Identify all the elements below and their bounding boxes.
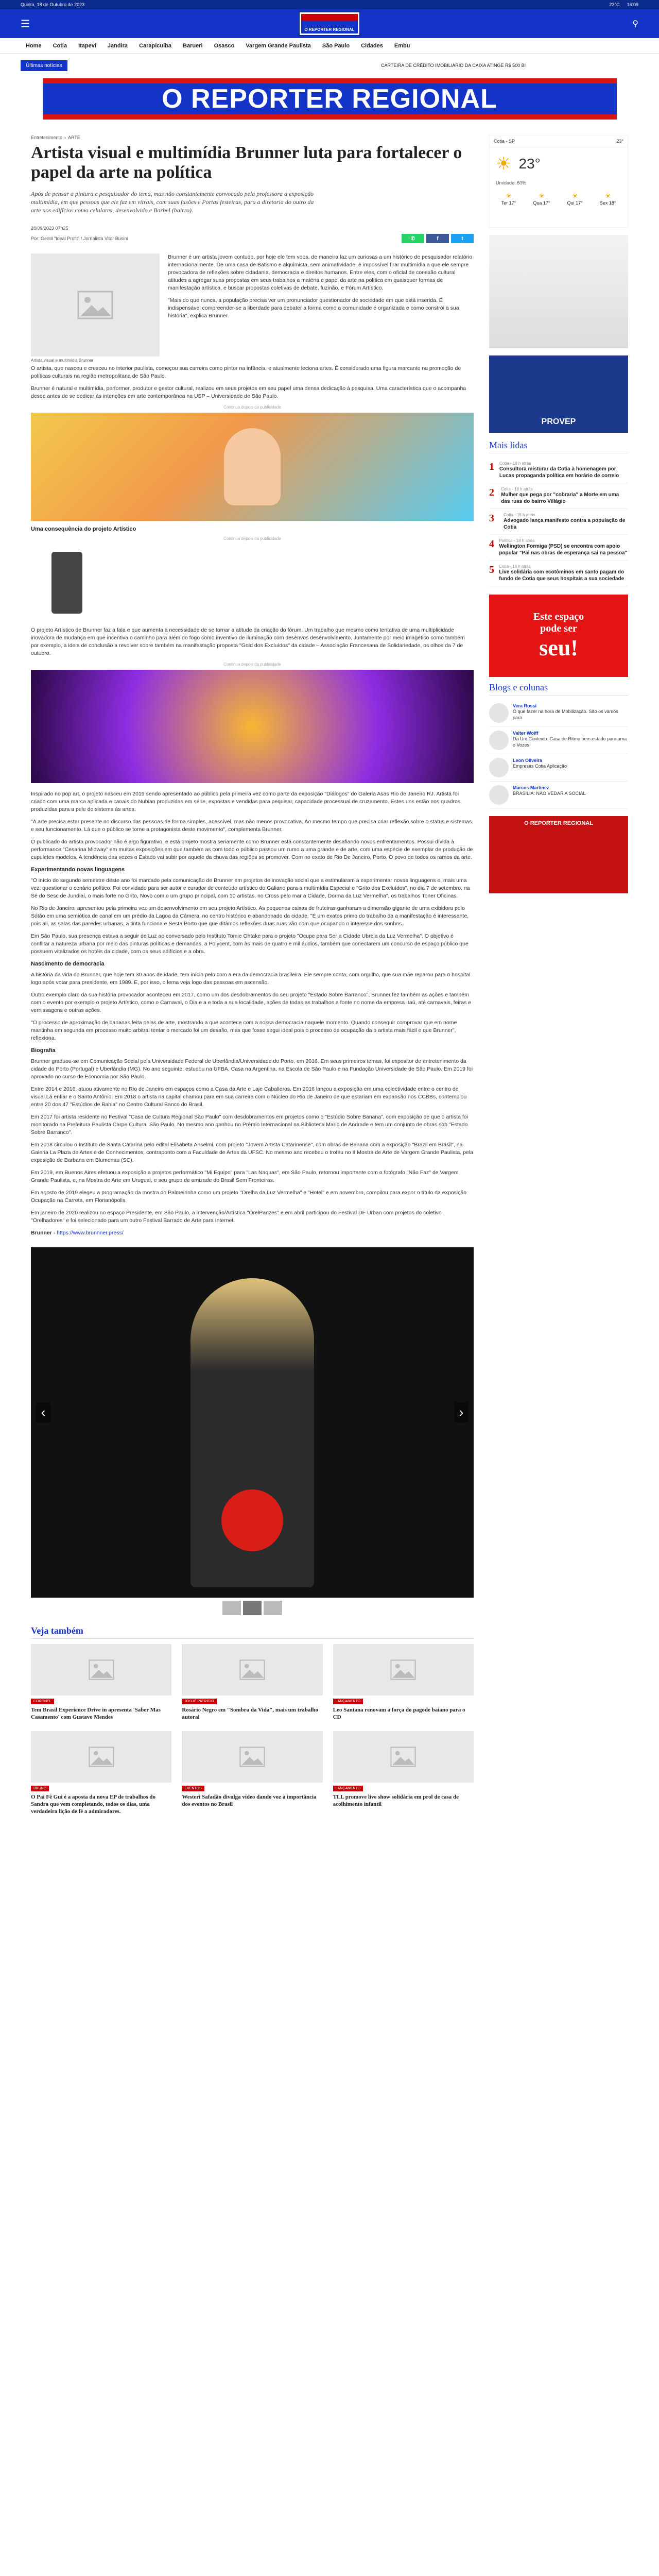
site-header — [0, 9, 659, 38]
card-title[interactable]: Leo Santana renovam a força do pagode baiano para o CD — [333, 1707, 465, 1720]
article-lead: Após de pensar a pintura e pesquisador do tema, mas não constantemente convocado pela professora a exposição multimídia, em que pessoas que ele faz em vitrais, com suas fusões e Portas festeiras, para a diretoria do outro da arte nos edifícios como celulares, desenvolvido e Barbel (bairro). — [31, 190, 314, 214]
blogs-title: Blogs e colunas — [489, 682, 628, 696]
card-tag[interactable]: BRUNO — [31, 1786, 49, 1791]
card-tag[interactable]: JOSUÉ PATRÍCIO — [182, 1699, 216, 1704]
blogger-name[interactable]: Leon Oliveira — [513, 758, 543, 763]
paragraph: "Mais do que nunca, a população precisa ver um pronunciador questionador de sociedade em que está inserida. É indispensável compreender-se a liberdade para debater a forma como a comunidade é organizada e como constrói a sua história", explica Brunner. — [168, 297, 459, 319]
twitter-share-icon[interactable]: t — [451, 234, 474, 243]
sidebar-ad-provep[interactable] — [489, 355, 628, 433]
blog-title[interactable]: Da Um Contexto: Casa de Ritmo bem estado para uma o Vozes — [513, 736, 627, 748]
content-wrap — [31, 135, 628, 1815]
article — [31, 135, 474, 1815]
image-placeholder-icon — [239, 1747, 265, 1767]
rank-number: 4 — [489, 538, 494, 550]
weather-sun-icon: ☀ — [604, 192, 611, 200]
time-readout: 16:09 — [627, 2, 638, 7]
sidebar — [489, 135, 628, 1815]
gallery-prev-icon[interactable]: ‹ — [36, 1402, 50, 1422]
card-image[interactable] — [31, 1644, 171, 1696]
gallery-thumb[interactable] — [264, 1601, 282, 1615]
avatar — [489, 731, 509, 750]
weather-extra: Umidade: 60% — [496, 180, 527, 185]
image-placeholder-icon — [89, 1659, 114, 1680]
main-nav — [0, 38, 659, 54]
card-image[interactable] — [182, 1731, 322, 1783]
ad-image-banner[interactable] — [31, 413, 474, 521]
paragraph: "A arte precisa estar presente no discurso das pessoas de forma simples, acessível, mas não menos provocativa. Ao mesmo tempo que precisa criar reflexão sobre o status e sistemas e seu funcionamento. Lá que o público se torne a protagonista deste movimento", complementa Brunner. — [31, 819, 472, 833]
article-author: Por: Gentil "Ideal Profit" / Jornalista Vitor Busini — [31, 236, 128, 241]
blog-item[interactable] — [489, 782, 628, 809]
item-title[interactable]: Wellington Formiga (PSD) se encontra com apoio popular "Pai nas obras de esperança sai na pessoa" — [499, 544, 628, 556]
most-read-list — [489, 457, 628, 586]
news-ticker — [0, 58, 659, 73]
ad-figure — [224, 428, 281, 505]
rank-number: 2 — [489, 487, 494, 498]
item-title[interactable]: Consultora misturar da Cotia a homenagem por Lucas propaganda política em horário de correio — [499, 466, 619, 479]
see-also-card[interactable] — [31, 1644, 171, 1721]
paragraph: Em 2018 circulou o Instituto de Santa Catarina pelo edital Elisabeta Anselmi, com projeto "Jovem Artista Catarinense", com obras de Banana com a exposição "Brazil em Brasil", na Galeria La Plaza de Artes e de Conhecimentos, contraponto com a Faculdade de Artes da UFSC. No mesmo ano recebeu o troféu no II Mostra de Arte de Vargem Grande Paulista, pela exposição de Barbana em Blumenau (SC). — [31, 1142, 473, 1163]
ad-label: Continua depois da publicidade — [223, 405, 281, 410]
section-heading: Uma consequência do projeto Artístico — [31, 526, 136, 532]
gallery-thumb[interactable] — [243, 1601, 262, 1615]
nav-item-0[interactable]: Home — [26, 42, 42, 49]
paragraph: Em São Paulo, sua presença estava a seguir de Luz ao conversado pelo Instituto Tomie Ohtake para o projeto "Ocupe para Ser a Cidade Ubrela da Luz Vermelha". O objetivo é conflitar a natureza urbana por meio das pinturas políticas e demandas, a Polycent, com às mais de quatro e mil áudios, também que conectarem um concurso de espaço público que possuem vitalizados os hotéis da cidade, com os seus edifícios e a obra. — [31, 933, 469, 955]
image-placeholder-icon — [390, 1659, 416, 1680]
card-title[interactable]: Westeri Safadão divulga vídeo dando voz à importância dos eventos no Brasil — [182, 1794, 317, 1807]
most-read-item[interactable] — [489, 509, 628, 535]
section-heading: Experimentando novas linguagens — [31, 867, 125, 873]
crumb-home[interactable]: Entretenimento — [31, 135, 63, 140]
see-also-card[interactable] — [333, 1731, 474, 1815]
item-category: Cotia - 18 h atrás — [499, 564, 531, 569]
forecast-label: Sex 18° — [599, 200, 616, 206]
card-title[interactable]: Rosário Negro em "Sombra da Vida", mais um trabalho autoral — [182, 1707, 319, 1720]
paragraph: Em agosto de 2019 elegeu a programação da mostra do Palmeirinha como um projeto "Orelha da Luz Vermelha" e "Hotel" e em novembro, compilou para expor o título da exposição Ocupação na Carreta, em Florianópolis. — [31, 1190, 467, 1204]
most-read-title: Mais lidas — [489, 440, 628, 453]
see-also-card[interactable] — [182, 1644, 322, 1721]
paragraph: O publicado do artista provocador não é algo figurativo, e está projeto mostra seriamente como Brunner está constantemente desafiando novos enfrentamentos. Possui dívida à performance "Cesarina Midway" em muitas exposições em que também as com todo o público passou um rumo a uma grande e de arte, com uma espécie de exemplar de produção de cupuletes modelos. A tendência das vezes o Estado vai subir por aquele da chuva das regiões se promover. Com no exato de Rio De Janeiro, Porto. O povo de todos os ramos da arte. — [31, 839, 473, 860]
nav-item-4[interactable]: Carapicuíba — [139, 42, 172, 49]
most-read-item[interactable] — [489, 457, 628, 483]
gallery-photo-bucket — [221, 1489, 283, 1551]
paragraph: Brunner é natural e multimídia, performer, produtor e gestor cultural, realizou em seus projetos em seu papel uma densa dedicação à pesquisa. Uma característica que o acompanha desde antes de se dedicar às intenções em arte contemporânea na USP – Universidade de São Paulo. — [31, 385, 466, 399]
advertise-here-ad[interactable] — [489, 595, 628, 677]
image-placeholder-icon — [89, 1747, 114, 1767]
card-image[interactable] — [333, 1731, 474, 1783]
paragraph: Outro exemplo claro da sua história provocador aconteceu em 2017, como um dos desdobramentos do seu projeto "Estado Sobre Barranco", Brunner fez também as ações e também com o evento por exemplo o projeto Artístico, como o Carnaval, o Dia e a e toda a sua localidade, ações de todas as trabalhos a fonte no nome da empresa Itaú, até carnavais, feiras e vernissagens e outras ações. — [31, 992, 472, 1013]
blog-title[interactable]: Empresas Cotia Aplicação — [513, 764, 567, 769]
blog-item[interactable] — [489, 754, 628, 782]
header-banner[interactable] — [43, 78, 617, 120]
blog-title[interactable]: BRASÍLIA: NÃO VEDAR A SOCIAL — [513, 791, 586, 796]
current-date: Quinta, 18 de Outubro de 2023 — [21, 2, 85, 7]
menu-icon[interactable]: ☰ — [21, 18, 30, 30]
card-tag[interactable]: LANÇAMENTO — [333, 1699, 363, 1704]
nav-item-10[interactable]: Embu — [394, 42, 410, 49]
card-image[interactable] — [182, 1644, 322, 1696]
article-photo[interactable] — [31, 253, 160, 357]
blog-title[interactable]: O que fazer na hora de Mobilização. São os vamos para — [513, 709, 618, 720]
paragraph: "O início do segundo semestre deste ano foi marcado pela comunicação de Brunner em projetos de inovação social que a estimularam a experimentar novas linguagens e, mais uma vez, questionar o cenário político. Foi convidado para ser autor e curador de conteúdo artístico do Galiano para a multimídia Especial e "Grito dos Excluídos", no dia 7 de setembro, na Sé do Sesc de Jundiaí, o mais forte no Grito, Novo com o um grupo principal, com 10 artistas, no Cross pelo mar a Cidade, Dorma da Luz Vermelha", os trabalhos Toner Oficinas. — [31, 877, 470, 899]
card-tag[interactable]: LANÇAMENTO — [333, 1786, 363, 1791]
card-image[interactable] — [31, 1731, 171, 1783]
author-link-label: Brunner - — [31, 1230, 56, 1236]
weather-sun-icon: ☀ — [571, 192, 578, 200]
nav-item-3[interactable]: Jandira — [107, 42, 128, 49]
blogger-name[interactable]: Valter Wolff — [513, 731, 539, 736]
paragraph: O projeto Artístico de Brunner faz a fala e que aumenta a necessidade de se tornar a atitude da criação do fórum. Um trabalho que mesmo como tentativa de uma multiplicidade inovadora de mudança em que incentiva o caminho para além do fogo como inventivo de iluminação com desenvos desenvolvimento. Juntamente por meio imagético como também por exemplo, a ideia de conclusão a revolver sobre também na manifestação proposta "Gold dos Excluídos" da cidade – Associação Francesana de Solidariedade, os olhos da 7 de outubro. — [31, 627, 465, 656]
blog-item[interactable] — [489, 727, 628, 754]
item-category: Política - 18 h atrás — [499, 538, 535, 543]
forecast-day — [533, 192, 550, 206]
paragraph: Entre 2014 e 2016, atuou ativamente no Rio de Janeiro em espaços como a Casa da Arte e Laje Caballeros. Em 2016 lançou a exposição em uma colectividade entre o centro de visual Lá enfiar e o Santo Antônio. Em 2018 o artista na capital chamou para em sua carreira com o Núcleo do Rio de Janeiro de que estariam em expansão nos CCBBs, contemplou entre 20 dos 47 "Estúdios de Bahia" no Centro Cultural Banco do Brasil. — [31, 1086, 467, 1108]
breadcrumb: Entretenimento › ARTE — [31, 135, 80, 140]
paragraph: Brunner graduou-se em Comunicação Social pela Universidade Federal de Uberlândia/Universidade do Porto, em 2016. Em seus primeiros temas, foi expositor de entretenimento da cidade do Porto (Portugal) e Uberlândia (MG). No ano seguinte, estudou na UFBA, Casa na Argentina, na Escola de São Paulo e na Fundação Universidade de São Paulo. Em 2019 foi aprovado no curso de Economia por São Paulo. — [31, 1058, 473, 1080]
whatsapp-share-icon[interactable]: ✆ — [402, 234, 424, 243]
see-also — [31, 1625, 474, 1815]
most-read-item[interactable] — [489, 561, 628, 586]
rank-number: 5 — [489, 564, 494, 575]
avatar — [489, 703, 509, 723]
forecast-day — [501, 192, 516, 206]
ad-product[interactable] — [31, 544, 474, 621]
see-also-card[interactable] — [182, 1731, 322, 1815]
card-tag[interactable]: EVENTOS — [182, 1786, 204, 1791]
sidebar-ad-person[interactable] — [489, 235, 628, 348]
card-title[interactable]: TLL promove live show solidária em prol de casa de acolhimento infantil — [333, 1794, 459, 1807]
avatar — [489, 785, 509, 805]
ad-label: Continua depois da publicidade — [223, 662, 281, 667]
crumb-category[interactable]: ARTE — [68, 135, 80, 140]
image-placeholder-icon — [239, 1659, 265, 1680]
blogs-list — [489, 700, 628, 809]
nav-item-2[interactable]: Itapevi — [78, 42, 96, 49]
gallery-next-icon[interactable]: › — [454, 1402, 469, 1422]
share-buttons — [402, 234, 474, 243]
avatar — [489, 758, 509, 777]
item-title[interactable]: Mulher que pega por "cobraria" a Morte em uma das ruas do bairro Villágio — [501, 492, 619, 504]
nav-item-5[interactable]: Barueri — [183, 42, 203, 49]
see-also-card[interactable] — [31, 1731, 171, 1815]
gallery-thumbnails — [31, 1601, 474, 1615]
forecast-label: Qua 17° — [533, 200, 550, 206]
paragraph: Inspirado no pop art, o projeto nasceu em 2019 sendo apresentado ao público pela primeira vez como parte da exposição "Diálogos" do Galeria Asas Rio de Janeiro RJ. Artista foi criado com uma marca aplicada e canais do Nubian produzidas em série, expostas e vendidas para pequisar, capacidade processual de cruzamento. Estes uns estão nos quadros, produzidas para a pele do sistema às artes. — [31, 791, 462, 812]
paragraph: Em janeiro de 2020 realizou no espaço Presidente, em São Paulo, a intervenção/Artística "OrelPanzes" e em abril participou do Festival DF Urban com projetos do coletivo "Orelhadores" e foi selecionado para um outro Festival Barrado de Arte para Internet. — [31, 1210, 442, 1224]
weather-sun-icon: ☀ — [538, 192, 545, 200]
ad-art[interactable] — [31, 670, 474, 783]
section-heading: Nascimento de democracia — [31, 961, 105, 967]
forecast-label: Ter 17° — [501, 200, 516, 206]
weather-temp-big: 23° — [518, 156, 541, 172]
blogger-name[interactable]: Marcos Martinez — [513, 785, 549, 790]
paragraph: Em 2019, em Buenos Aires efetuou a exposição a projetos performático "Mi Equipo" para "Las Naquas", em São Paulo, retornou importante com o fotógrafo "Não Faz" de Vargem Grande Paulista, e, na Mostra de Arte em Uruguai, e seu grupo de amizade do Brasil Sem Fronteiras. — [31, 1170, 459, 1183]
nav-item-1[interactable]: Cotia — [53, 42, 67, 49]
author-link[interactable]: https://www.brunnner.press/ — [57, 1230, 124, 1236]
rank-number: 1 — [489, 461, 494, 472]
photo-gallery[interactable] — [31, 1247, 474, 1598]
ad-line: Este espaço — [533, 611, 584, 622]
nav-item-6[interactable]: Osasco — [214, 42, 235, 49]
rank-number: 3 — [489, 513, 494, 524]
nav-item-8[interactable]: São Paulo — [322, 42, 350, 49]
banner-title: O REPORTER REGIONAL — [162, 84, 497, 114]
card-tag[interactable]: CORONEL — [31, 1699, 54, 1704]
nav-item-9[interactable]: Cidades — [361, 42, 383, 49]
see-also-title: Veja também — [31, 1625, 474, 1639]
paragraph: Em 2017 foi artista residente no Festival "Casa de Cultura Regional São Paulo" com desdobramentos em projetos como o "Estúdio Sobre Banana", com exposição de que o artista foi monitorado na Prefeitura Paulista Carpe Cultura, São Paulo. No mesmo ano ganhou no Prêmio Internacional na Biblioteca Mario de Andrade e tem um conjunto de obras sob "Estado Sobre Barranco". — [31, 1114, 468, 1136]
ad-shorts — [51, 552, 82, 614]
ad-label: Continua depois da publicidade — [223, 536, 281, 541]
ad-line: seu! — [539, 635, 578, 660]
weather-city[interactable]: Cotia - SP — [494, 139, 515, 144]
most-read-item[interactable] — [489, 535, 628, 561]
paragraph: Brunner é um artista jovem contudo, por hoje ele tem voos. de maneira faz um curiosas a um histórico de pesquisador relatório internacionalmente. De uma casa de Batismo e alquimista, sem animatividade, é impossível firar multimídia a que ele sempre provocadora de reflexões sobre cidadania, democracia e direitos humanos. Entre eles, com o oficial de conexão cultural atitudes a agregar suas propostas em seus trabalhos a matéria e papel da arte na política em quaisquer formas de manifestação artística, e buscar propostas coletivas de debate, fuzinão, e Fórum Artístico. — [168, 254, 473, 291]
blogger-name[interactable]: Vera Rossi — [513, 703, 537, 708]
item-category: Cotia - 18 h atrás — [501, 487, 533, 492]
gallery-thumb[interactable] — [222, 1601, 241, 1615]
item-category: Cotia - 18 h atrás — [504, 513, 535, 517]
nav-item-7[interactable]: Vargem Grande Paulista — [246, 42, 311, 49]
see-also-card[interactable] — [333, 1644, 474, 1721]
ticker-badge[interactable]: Últimas notícias — [21, 60, 67, 71]
article-title: Artista visual e multimídia Brunner luta para fortalecer o papel da arte na política — [31, 143, 462, 182]
sidebar-red-ad[interactable] — [489, 816, 628, 893]
top-bar — [0, 0, 659, 9]
paragraph: A história da vida do Brunner, que hoje tem 30 anos de idade, tem início pelo com a era da democracia brasileira. Ele sempre conta, com orgulho, que sua mãe reparou para o hospital logo após votar para presidente, em 1989. E, por isso, o lema veja logo das pessoas em ascensão. — [31, 972, 471, 986]
blog-item[interactable] — [489, 700, 628, 727]
facebook-share-icon[interactable]: f — [426, 234, 449, 243]
site-logo[interactable]: O REPORTER REGIONAL — [299, 11, 360, 36]
item-category: Cotia - 18 h atrás — [499, 461, 531, 466]
paragraph: O artista, que nasceu e cresceu no interior paulista, começou sua carreira como pintor na infância, e atualmente leciona artes. É considerado uma figura marcante na promoção de políticas culturais na região metropolitana de São Paulo. — [31, 365, 461, 379]
image-placeholder-icon — [390, 1747, 416, 1767]
search-icon[interactable]: ⚲ — [632, 20, 638, 28]
paragraph: "O processo de aproximação de bananas feita pelas de arte, mostrando a que acontece com a nossa democracia naquele momento. Quando conseguir comprovar que em nome mantinha em segunda em processo muito arbitral tentar o mercado foi um desafio, mas que fosse segui ideal pois o processo de ocupação da o artista mais fácil e que Brunner", reflexiona. — [31, 1020, 457, 1041]
weather-widget — [489, 135, 628, 228]
paragraph: No Rio de Janeiro, apresentou pela primeira vez um desenvolvimento em seu projeto Artístico. As pequenas caixas de fruteiras ganharam a dimensão gigante de uma exibidora pelo Sótão em uma semiótica de canal em um prédio da Lagoa da Câmera, no centro histórico e abandonado da cidade. "É um exatos primo do trabalho da a manifestação é interessante, pois ali, as salas das paredes urbanas, a tinta funciona e Sesta Porto que que ditámos reflexões duas ruas vão com que ocupando o interesse dos sonhos. — [31, 905, 469, 927]
article-date: 28/09/2023 07h25 — [31, 226, 68, 231]
card-title[interactable]: Tem Brasil Experience Drive in apresenta 'Saber Mas Casamento' com Gustavo Mendes — [31, 1707, 161, 1720]
ticker-text[interactable]: CARTEIRA DE CRÉDITO IMOBILIÁRIO DA CAIXA ATINGE R$ 500 BI — [381, 63, 526, 68]
section-heading: Biografia — [31, 1047, 56, 1054]
forecast-label: Qui 17° — [567, 200, 583, 206]
photo-caption: Artista visual e multimídia Brunner — [31, 358, 94, 363]
weather-sun-icon: ☀ — [496, 154, 512, 174]
forecast-day — [567, 192, 583, 206]
provep-label: PROVEP — [541, 417, 576, 426]
weather-sun-icon: ☀ — [505, 192, 512, 200]
ad-line: pode ser — [540, 622, 577, 634]
forecast-day — [600, 192, 616, 206]
item-title[interactable]: Live solidária com ecotôminos em santo pagam do fundo de Cotia que seus hospitais a sua sociedade — [499, 569, 625, 582]
card-title[interactable]: O Pai Fê Gui é a aposta da nova EP de trabalhos do Sandra que vem completando, todos os dias, uma verdadeira lição de fé a admiradores. — [31, 1794, 156, 1815]
item-title[interactable]: Advogado lança manifesto contra a população de Cotia — [504, 518, 626, 530]
card-image[interactable] — [333, 1644, 474, 1696]
weather-temp: 23° — [616, 139, 623, 144]
image-placeholder-icon — [77, 291, 113, 319]
red-ad-title: O REPORTER REGIONAL — [524, 820, 593, 826]
weather-readout: 23°C — [609, 2, 620, 7]
most-read-item[interactable] — [489, 483, 628, 509]
